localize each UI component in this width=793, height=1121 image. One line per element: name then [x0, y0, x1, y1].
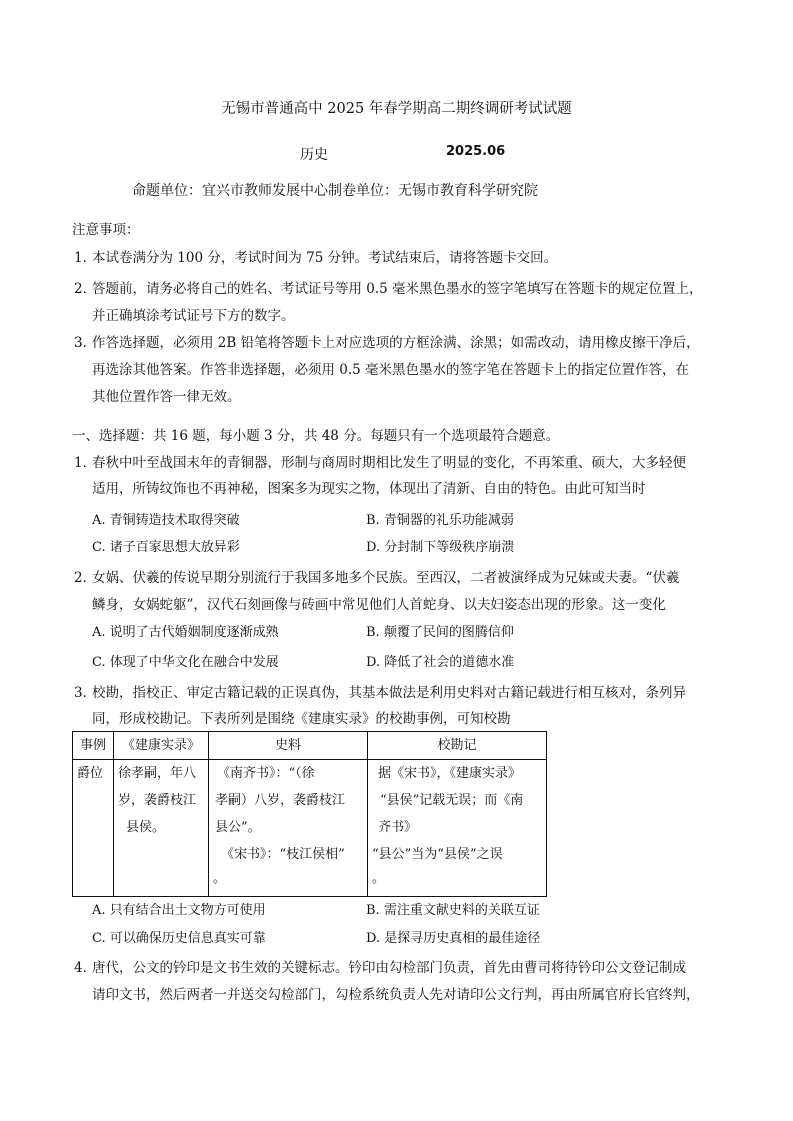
note-line: “县公”当为“县侯”之误 — [372, 847, 503, 862]
table-header-cell: 校勘记 — [368, 732, 547, 760]
table-row — [73, 760, 547, 897]
note-line: 。 — [372, 871, 386, 886]
notice-item-1-num: 1． — [74, 250, 97, 266]
q4-num: 4． — [74, 960, 97, 976]
notice-item-2-num: 2． — [74, 281, 97, 297]
notice-item-3-line-1: 作答选择题，必须用 2B 铅笔将答题卡上对应选项的方框涂满、涂黑；如需改动，请用橡皮擦干净后， — [92, 335, 700, 351]
collation-table — [72, 731, 547, 897]
source-line: 。 — [213, 871, 227, 886]
q3-option-d[interactable]: D. 是探寻历史真相的最佳途径 — [366, 931, 541, 946]
table-header-cell: 《建康实录》 — [114, 732, 209, 760]
q2-option-d[interactable]: D. 降低了社会的道德水准 — [366, 655, 515, 670]
exam-title: 无锡市普通高中 2025 年春学期高二期终调研考试试题 — [221, 101, 572, 117]
q1-option-c[interactable]: C. 诸子百家思想大放异彩 — [92, 540, 240, 555]
table-header-row — [73, 732, 547, 760]
q3-option-a[interactable]: A. 只有结合出土文物方可使用 — [92, 903, 266, 918]
q2-option-b[interactable]: B. 颠覆了民间的图腾信仰 — [366, 625, 514, 640]
record-line: 岁，袭爵枝江 — [118, 793, 197, 808]
source-line: 孝嗣）八岁，袭爵枝江 — [215, 793, 346, 808]
record-line: 徐孝嗣，年八 — [118, 766, 197, 781]
issuing-units: 命题单位：宜兴市教师发展中心制卷单位：无锡市教育科学研究院 — [132, 183, 538, 199]
notice-item-3-line-3: 其他位置作答一律无效。 — [92, 389, 241, 405]
q3-option-c[interactable]: C. 可以确保历史信息真实可靠 — [92, 931, 266, 946]
exam-date: 2025.06 — [446, 144, 506, 159]
q1-option-a[interactable]: A. 青铜铸造技术取得突破 — [92, 513, 240, 528]
table-cell-source — [209, 760, 368, 897]
note-line: 齐书》 — [378, 820, 418, 835]
subject-label: 历史 — [300, 147, 328, 163]
q3-line-2: 同，形成校勘记。下表所列是围绕《建康实录》的校勘事例，可知校勘 — [92, 711, 511, 727]
notice-item-1-line: 本试卷满分为 100 分，考试时间为 75 分钟。考试结束后，请将答题卡交回。 — [92, 250, 558, 266]
note-line: “县侯”记载无误；而《南 — [380, 793, 524, 808]
q4-line-2: 请印文书，然后两者一并送交勾检部门，勾检系统负责人先对请印公文行判，再由所属官府长官终判， — [92, 987, 700, 1003]
q2-line-2: 鳞身，女娲蛇躯”，汉代石刻画像与砖画中常见他们人首蛇身、以夫妇姿态出现的形象。这一变化 — [92, 597, 666, 613]
table-cell-note — [368, 760, 547, 897]
q1-line-2: 适用，所铸纹饰也不再神秘，图案多为现实之物，体现出了清新、自由的特色。由此可知当时 — [92, 481, 646, 497]
q2-option-a[interactable]: A. 说明了古代婚姻制度逐渐成熟 — [92, 625, 279, 640]
q4-line-1: 唐代，公文的钤印是文书生效的关键标志。钤印由勾检部门负责，首先由曹司将待钤印公文登记制成 — [92, 960, 686, 976]
q3-num: 3． — [74, 685, 97, 701]
section-heading: 一、选择题：共 16 题，每小题 3 分，共 48 分。每题只有一个选项最符合题意。 — [72, 428, 560, 444]
table-cell-case: 爵位 — [73, 760, 114, 897]
source-line: 《宋书》：“枝江侯相” — [221, 847, 345, 862]
notice-item-3-num: 3． — [74, 335, 97, 351]
notice-item-2-line-2: 并正确填涂考试证号下方的数字。 — [92, 308, 295, 324]
q2-line-1: 女娲、伏羲的传说早期分别流行于我国多地多个民族。至西汉，二者被演绎成为兄妹或夫妻。“伏羲 — [92, 570, 680, 586]
q3-line-1: 校勘，指校正、审定古籍记载的正误真伪，其基本做法是利用史料对古籍记载进行相互核对，条列异 — [92, 685, 686, 701]
notice-item-3-line-2: 再选涂其他答案。作答非选择题，必须用 0.5 毫米黑色墨水的签字笔在答题卡上的指定位置作答，在 — [92, 362, 690, 378]
source-line: 县公”。 — [215, 820, 261, 835]
q1-num: 1． — [74, 455, 97, 471]
q1-line-1: 春秋中叶至战国末年的青铜器，形制与商周时期相比发生了明显的变化，不再笨重、硕大，大多轻便 — [92, 455, 686, 471]
table-header-cell: 事例 — [73, 732, 114, 760]
note-line: 据《宋书》，《建康实录》 — [378, 766, 522, 781]
table-header-cell: 史料 — [209, 732, 368, 760]
q1-option-b[interactable]: B. 青铜器的礼乐功能减弱 — [366, 513, 514, 528]
table-cell-record — [114, 760, 209, 897]
notice-heading: 注意事项： — [72, 222, 140, 238]
notice-item-2-line-1: 答题前，请务必将自己的姓名、考试证号等用 0.5 毫米黑色墨水的签字笔填写在答题卡的规定位置上， — [92, 281, 703, 297]
record-line: 县侯。 — [126, 820, 166, 835]
source-line: 《南齐书》：“（徐 — [217, 766, 315, 781]
q3-option-b[interactable]: B. 需注重文献史料的关联互证 — [366, 903, 540, 918]
q2-num: 2． — [74, 570, 97, 586]
q1-option-d[interactable]: D. 分封制下等级秩序崩溃 — [366, 540, 515, 555]
q2-option-c[interactable]: C. 体现了中华文化在融合中发展 — [92, 655, 279, 670]
